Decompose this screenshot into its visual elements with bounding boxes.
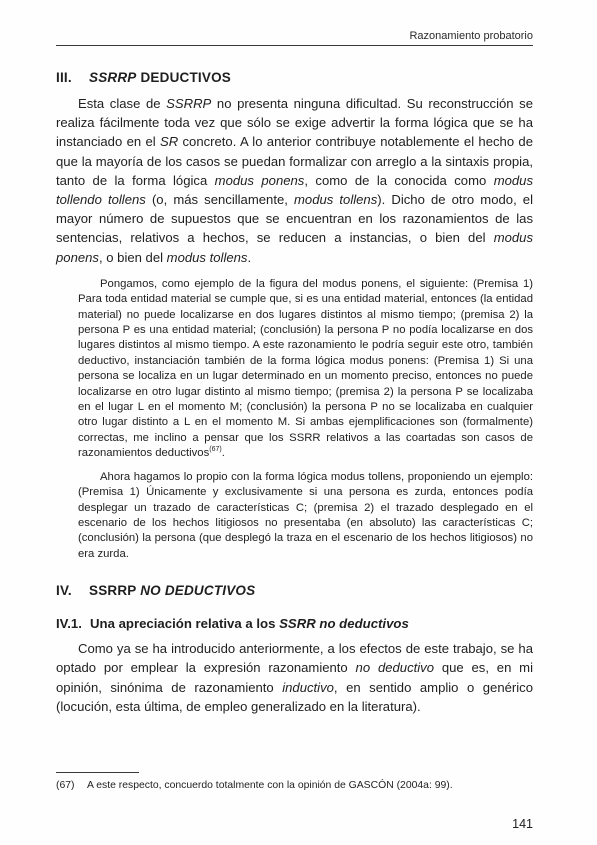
text-run: Esta clase de (78, 96, 167, 111)
example-paragraph (78, 277, 533, 462)
section-title: DEDUCTIVOS (136, 70, 231, 85)
text-run: , como de la conocida como (304, 172, 494, 188)
text-run: no presenta ninguna dificultad. Su reconstrucción se realiza fácilmente toda vez que sólo se exige advertir la forma lógica que se ha instanciado en el (56, 96, 533, 150)
running-title: Razonamiento probatorio (409, 30, 533, 42)
body-paragraph (56, 94, 533, 267)
italic-term: modus tollendo tollens (56, 172, 534, 208)
body-paragraph (56, 639, 533, 716)
italic-term: modus tollens (166, 249, 248, 265)
header-rule (56, 45, 533, 46)
text-run: , o bien del (98, 249, 167, 265)
example-paragraph: Ahora hagamos lo propio con la forma lógica modus tollens, proponiendo un ejemplo: (Premisa 1) Únicamente y exclusivamente si una persona es zurda, entonces podía desplegar un trazado de características C; (premisa 2) el trazado desplegado en el escenario de los hechos litigiosos no presentaba (en absoluto) las características C; (conclusión) la persona (que desplegó la traza en el escenario de los hechos litigiosos) no era zurda. (78, 470, 533, 560)
section-heading-iv (56, 583, 533, 598)
section-number: III. (56, 70, 72, 85)
text-run: que es, en mi opinión, sinónima de razonamiento (56, 660, 534, 695)
subsection-title-italic: SSRR no deductivos (279, 616, 409, 632)
text-run: . (247, 249, 252, 265)
footnote-text: A este respecto, concuerdo totalmente con la opinión de GASCÓN (2004a: 99). (87, 780, 453, 791)
text-run: (o, más sencillamente, (145, 192, 294, 208)
section-title-italic: NO DEDUCTIVOS (140, 583, 256, 599)
footnote-number: (67) (56, 780, 75, 791)
page-number: 141 (512, 817, 533, 831)
text-run: , en sentido amplio o genérico (locución, esta última, de empleo generalizado en la literatura). (56, 679, 533, 714)
main-content (56, 70, 533, 716)
subsection-number: IV.1. (56, 616, 82, 632)
subsection-heading (56, 616, 533, 631)
text-run: Como ya se ha introducido anteriormente, a los efectos de este trabajo, se ha optado por emplear la expresión razonamiento (56, 641, 533, 676)
footnote (56, 779, 533, 792)
section-title-italic: SSRRP (89, 70, 137, 85)
footnote-ref: (67) (209, 446, 222, 454)
italic-term: inductivo (282, 679, 334, 695)
text-run: ). Dicho de otro modo, el mayor número de supuestos que se encuentran en los razonamientos de las sentencias, relativos a hechos, se reducen a instancias, o bien del (56, 192, 534, 246)
text-run: concreto. A lo anterior contribuye notablemente el hecho de que la mayoría de los casos se puedan formalizar con arreglo a la sintaxis propia, tanto de la forma lógica (56, 134, 533, 188)
italic-term: SR (159, 134, 179, 150)
italic-term: modus ponens (214, 172, 305, 188)
italic-term: modus tollens (294, 192, 378, 208)
italic-term: SSRRP (166, 96, 212, 111)
italic-term: no deductivo (355, 660, 434, 676)
subsection-title: Una apreciación relativa a los (90, 616, 280, 632)
section-number: IV. (56, 583, 72, 599)
section-heading-iii (56, 70, 533, 85)
footnote-rule (56, 772, 139, 773)
example-end: . (221, 447, 225, 460)
example-text: Pongamos, como ejemplo de la figura del modus ponens, el siguiente: (Premisa 1) Para toda entidad material se cumple que, si es una entidad material, entonces (la entidad material) no puede localizarse en dos lugares distintos al mismo tiempo; (premisa 2) la persona P es una entidad material; (conclusión) la persona P no podía localizarse en dos lugares distintos al mismo tiempo. A este razonamiento le podría seguir este otro, también deductivo, instanciación también de la forma lógica modus ponens: (Premisa 1) Si una persona se localiza en un lugar determinado en un momento preciso, entonces no puede localizarse en otro lugar distinto al mismo tiempo; (premisa 2) la persona P se localizaba en el lugar L en el momento M; (conclusión) la persona P no se localizaba en cualquier otro lugar distinto a L en el momento M. Si ambas ejemplificaciones son (formalmente) correctas, me inclino a pensar que los SSRR relativos a las coartadas son casos de razonamientos deductivos (78, 277, 533, 460)
italic-term: modus ponens (56, 230, 533, 265)
section-title: SSRRP (89, 583, 141, 599)
